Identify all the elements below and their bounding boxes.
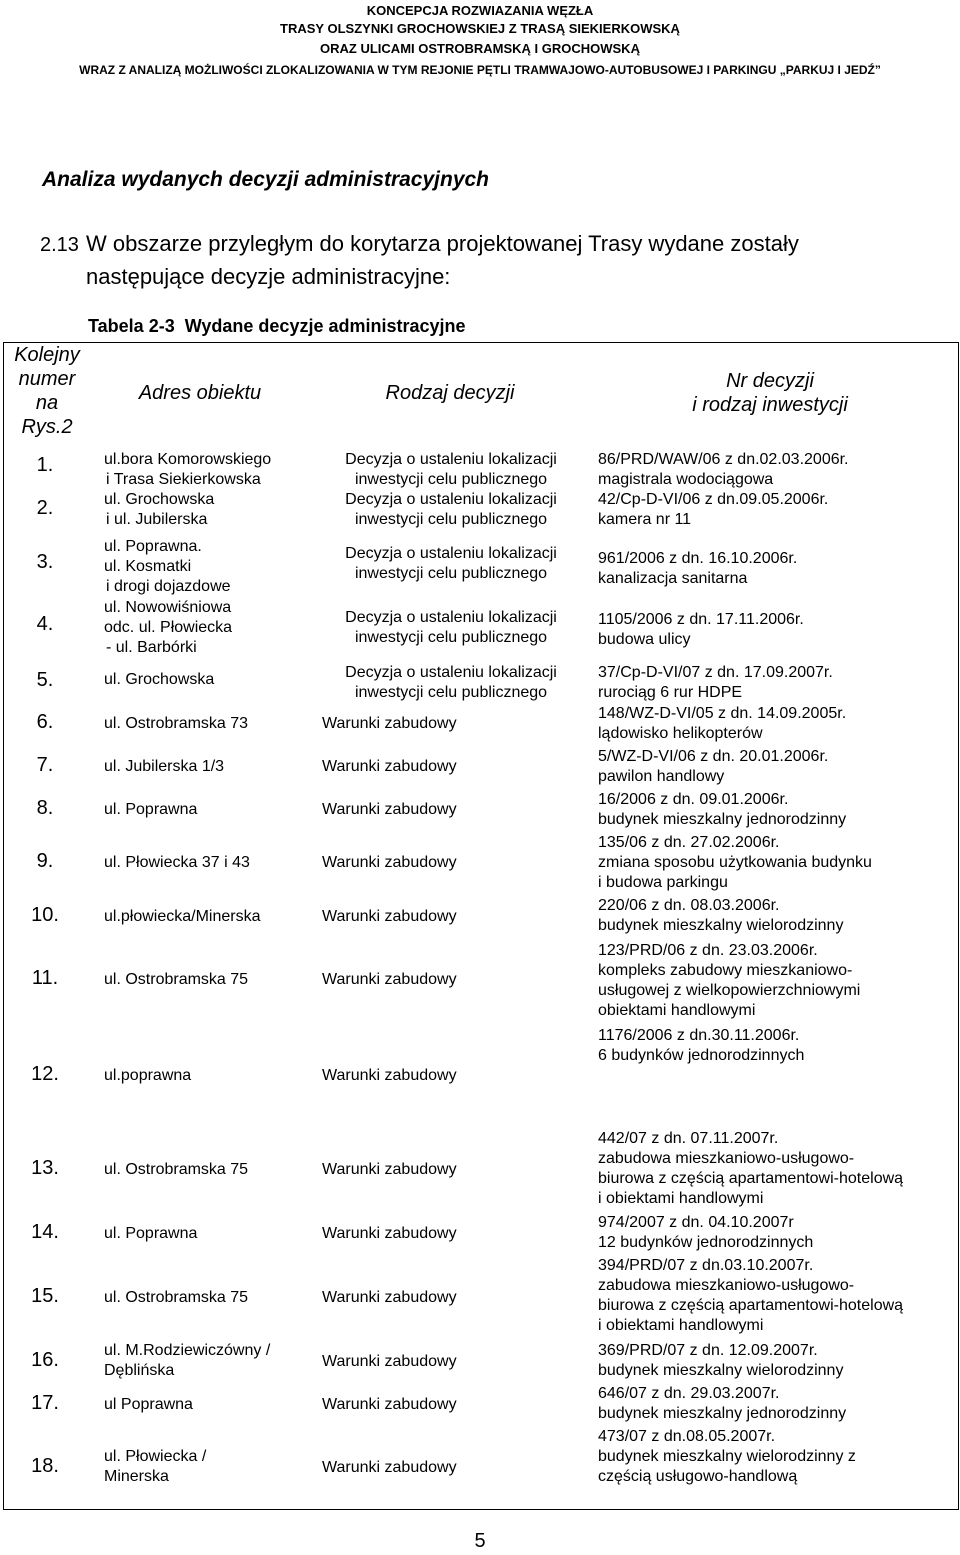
row-decision-info bbox=[598, 1256, 903, 1336]
row-decision-type-line: inwestycji celu publicznego bbox=[354, 511, 548, 528]
row-decision-info bbox=[598, 1341, 843, 1381]
row-decision-type-line: Warunki zabudowy bbox=[322, 1225, 457, 1242]
table-caption-title: Wydane decyzje administracyjne bbox=[184, 316, 466, 336]
row-number: 9. bbox=[36, 850, 54, 872]
row-decision-type-line: Warunki zabudowy bbox=[322, 715, 457, 732]
row-decision-type-line: Decyzja o ustaleniu lokalizacji bbox=[345, 609, 557, 626]
row-decision-info-line: pawilon handlowy bbox=[598, 768, 725, 785]
row-number: 13. bbox=[31, 1157, 59, 1179]
page-number: 5 bbox=[474, 1530, 486, 1552]
row-decision-info-line: 473/07 z dn.08.05.2007r. bbox=[598, 1428, 776, 1445]
row-number: 8. bbox=[36, 797, 54, 819]
row-decision-type bbox=[322, 1288, 457, 1308]
intro-paragraph bbox=[40, 228, 799, 292]
row-address bbox=[104, 670, 214, 690]
row-address-line: ul. Kosmatki bbox=[104, 558, 192, 575]
row-decision-info bbox=[598, 833, 872, 893]
row-address-line: ul.poprawna bbox=[104, 1067, 192, 1084]
row-address bbox=[104, 1160, 248, 1180]
intro-number: 2.13 bbox=[40, 234, 79, 256]
row-number: 6. bbox=[36, 711, 54, 733]
row-decision-type bbox=[322, 490, 580, 530]
row-address bbox=[104, 1224, 197, 1244]
row-address-line: ul Poprawna bbox=[104, 1396, 193, 1413]
row-decision-type-line: Warunki zabudowy bbox=[322, 1289, 457, 1306]
row-address-line: i ul. Jubilerska bbox=[106, 511, 208, 528]
row-address bbox=[104, 1447, 206, 1487]
row-address-line: ul.płowiecka/Minerska bbox=[104, 908, 261, 925]
row-address-line: ul. Poprawna bbox=[104, 801, 198, 818]
row-decision-info-line: zabudowa mieszkaniowo-usługowo- bbox=[598, 1150, 855, 1167]
row-decision-info-line: 1176/2006 z dn.30.11.2006r. bbox=[598, 1027, 800, 1044]
row-decision-info-line: 12 budynków jednorodzinnych bbox=[598, 1234, 814, 1251]
row-decision-info-line: 442/07 z dn. 07.11.2007r. bbox=[598, 1130, 779, 1147]
row-decision-type-line: Warunki zabudowy bbox=[322, 971, 457, 988]
row-decision-info-line: zabudowa mieszkaniowo-usługowo- bbox=[598, 1277, 855, 1294]
row-decision-type-line: Warunki zabudowy bbox=[322, 1067, 457, 1084]
row-decision-type bbox=[322, 1458, 457, 1478]
row-decision-info-line: i obiektami handlowymi bbox=[598, 1317, 764, 1334]
row-decision-type-line: Decyzja o ustaleniu lokalizacji bbox=[345, 664, 557, 681]
row-decision-info-line: 369/PRD/07 z dn. 12.09.2007r. bbox=[598, 1342, 818, 1359]
row-decision-type-line: Decyzja o ustaleniu lokalizacji bbox=[345, 451, 557, 468]
row-decision-info-line: budynek mieszkalny wielorodzinny z bbox=[598, 1448, 856, 1465]
row-decision-type bbox=[322, 663, 580, 703]
row-number: 1. bbox=[36, 454, 54, 476]
row-decision-info-line: kompleks zabudowy mieszkaniowo- bbox=[598, 962, 853, 979]
row-address bbox=[104, 450, 271, 490]
row-decision-info-line: i budowa parkingu bbox=[598, 874, 728, 891]
header-col-number bbox=[4, 343, 90, 439]
row-address-line: ul. Ostrobramska 75 bbox=[104, 1289, 249, 1306]
row-decision-type bbox=[322, 800, 457, 820]
row-decision-type bbox=[322, 1066, 457, 1086]
row-decision-type bbox=[322, 544, 580, 584]
row-decision-info bbox=[598, 790, 846, 830]
row-decision-info-line: 961/2006 z dn. 16.10.2006r. bbox=[598, 550, 798, 567]
row-address bbox=[104, 800, 197, 820]
row-decision-info-line: i obiektami handlowymi bbox=[598, 1190, 764, 1207]
row-decision-type bbox=[322, 907, 457, 927]
row-decision-type bbox=[322, 853, 457, 873]
row-decision-info-line: budynek mieszkalny jednorodzinny bbox=[598, 811, 847, 828]
row-decision-type-line: inwestycji celu publicznego bbox=[354, 684, 548, 701]
row-decision-info-line: biurowa z częścią apartamentowi-hotelową bbox=[598, 1170, 904, 1187]
row-decision-type-line: Warunki zabudowy bbox=[322, 908, 457, 925]
section-title: Analiza wydanych decyzji administracyjnych bbox=[42, 168, 489, 191]
row-address bbox=[104, 757, 224, 777]
row-decision-info-line: 16/2006 z dn. 09.01.2006r. bbox=[598, 791, 789, 808]
row-decision-info bbox=[598, 704, 846, 744]
header-line-2: TRASY OLSZYNKI GROCHOWSKIEJ Z TRASĄ SIEKIERKOWSKĄ bbox=[280, 21, 680, 36]
row-decision-info-line: 123/PRD/06 z dn. 23.03.2006r. bbox=[598, 942, 818, 959]
row-decision-type-line: Warunki zabudowy bbox=[322, 1459, 457, 1476]
row-decision-info bbox=[598, 549, 797, 589]
row-decision-info-line: 135/06 z dn. 27.02.2006r. bbox=[598, 834, 780, 851]
row-address-line: ul. Grochowska bbox=[104, 671, 215, 688]
row-number: 17. bbox=[31, 1392, 59, 1414]
row-decision-info bbox=[598, 896, 843, 936]
row-address-line: i Trasa Siekierkowska bbox=[106, 471, 261, 488]
row-number: 7. bbox=[36, 754, 54, 776]
row-decision-info-line: 394/PRD/07 z dn.03.10.2007r. bbox=[598, 1257, 814, 1274]
row-decision-info bbox=[598, 941, 860, 1021]
row-decision-info-line: 148/WZ-D-VI/05 z dn. 14.09.2005r. bbox=[598, 705, 847, 722]
row-decision-type-line: Decyzja o ustaleniu lokalizacji bbox=[345, 545, 557, 562]
row-number: 5. bbox=[36, 669, 54, 691]
row-number: 10. bbox=[31, 904, 59, 926]
row-decision-type bbox=[322, 757, 457, 777]
header-line-3: ORAZ ULICAMI OSTROBRAMSKĄ I GROCHOWSKĄ bbox=[320, 41, 640, 56]
row-decision-info-line: 86/PRD/WAW/06 z dn.02.03.2006r. bbox=[598, 451, 849, 468]
header-line-4: WRAZ Z ANALIZĄ MOŻLIWOŚCI ZLOKALIZOWANIA W TYM REJONIE PĘTLI TRAMWAJOWO-AUTOBUSOWEJ I PARKINGU „PARKUJ I JEDŹ” bbox=[79, 63, 881, 77]
row-decision-type-line: Warunki zabudowy bbox=[322, 1396, 457, 1413]
row-decision-info-line: kamera nr 11 bbox=[598, 511, 692, 528]
row-address-line: ul. Poprawna. bbox=[104, 538, 202, 555]
row-decision-info-line: biurowa z częścią apartamentowi-hotelową bbox=[598, 1297, 904, 1314]
row-address-line: ul. Ostrobramska 75 bbox=[104, 971, 249, 988]
row-number: 2. bbox=[36, 497, 54, 519]
row-decision-info-line: lądowisko helikopterów bbox=[598, 725, 763, 742]
row-decision-info-line: 42/Cp-D-VI/06 z dn.09.05.2006r. bbox=[598, 491, 829, 508]
row-address-line: i drogi dojazdowe bbox=[106, 578, 231, 595]
row-decision-info-line: kanalizacja sanitarna bbox=[598, 570, 748, 587]
row-decision-type bbox=[322, 714, 457, 734]
header-col-number-line: na bbox=[35, 392, 59, 414]
header-line-1: KONCEPCJA ROZWIAZANIA WĘZŁA bbox=[366, 3, 594, 18]
row-decision-type bbox=[322, 1395, 457, 1415]
row-decision-info-line: częścią usługowo-handlową bbox=[598, 1468, 798, 1485]
row-number: 14. bbox=[31, 1221, 59, 1243]
row-decision-type-line: inwestycji celu publicznego bbox=[354, 565, 548, 582]
intro-line-2: następujące decyzje administracyjne: bbox=[86, 264, 451, 289]
row-decision-info bbox=[598, 1026, 804, 1066]
row-decision-info bbox=[598, 1427, 856, 1487]
row-decision-type-line: inwestycji celu publicznego bbox=[354, 471, 548, 488]
row-decision-type-line: Warunki zabudowy bbox=[322, 854, 457, 871]
row-address bbox=[104, 598, 232, 658]
row-decision-info-line: obiektami handlowymi bbox=[598, 1002, 756, 1019]
row-address bbox=[104, 970, 248, 990]
row-decision-type bbox=[322, 1352, 457, 1372]
row-decision-info bbox=[598, 490, 828, 530]
row-address bbox=[104, 537, 231, 597]
row-number: 16. bbox=[31, 1349, 59, 1371]
row-decision-info bbox=[598, 1129, 903, 1209]
header-col-number-line: Kolejny bbox=[14, 344, 80, 366]
row-address-line: ul. Grochowska bbox=[104, 491, 215, 508]
header-col-decision-line: Nr decyzji bbox=[726, 370, 814, 392]
row-decision-info bbox=[598, 450, 849, 490]
row-decision-info-line: 6 budynków jednorodzinnych bbox=[598, 1047, 805, 1064]
row-address-line: ul. Nowowiśniowa bbox=[104, 599, 232, 616]
row-decision-info-line: rurociąg 6 rur HDPE bbox=[598, 684, 743, 701]
row-decision-info-line: zmiana sposobu użytkowania budynku bbox=[598, 854, 872, 871]
intro-line-1: W obszarze przyległym do korytarza projektowanej Trasy wydane zostały bbox=[86, 231, 799, 256]
row-decision-type bbox=[322, 1224, 457, 1244]
row-decision-info-line: 5/WZ-D-VI/06 z dn. 20.01.2006r. bbox=[598, 748, 829, 765]
row-address-line: Dęblińska bbox=[104, 1362, 175, 1379]
row-address-line: odc. ul. Płowiecka bbox=[104, 619, 233, 636]
row-address-line: ul. Jubilerska 1/3 bbox=[104, 758, 225, 775]
row-address bbox=[104, 490, 214, 530]
row-decision-info-line: magistrala wodociągowa bbox=[598, 471, 774, 488]
row-decision-info-line: budynek mieszkalny jednorodzinny bbox=[598, 1405, 847, 1422]
header-col-type: Rodzaj decyzji bbox=[385, 382, 515, 404]
row-decision-type bbox=[322, 970, 457, 990]
row-decision-info-line: 974/2007 z dn. 04.10.2007r bbox=[598, 1214, 794, 1231]
row-address bbox=[104, 907, 261, 927]
row-decision-info bbox=[598, 1384, 846, 1424]
row-decision-info bbox=[598, 1213, 813, 1253]
header-col-decision bbox=[590, 369, 950, 417]
row-address-line: ul. M.Rodziewiczówny / bbox=[104, 1342, 271, 1359]
row-decision-type-line: Decyzja o ustaleniu lokalizacji bbox=[345, 491, 557, 508]
row-address bbox=[104, 1288, 248, 1308]
row-decision-type bbox=[322, 1160, 457, 1180]
row-address bbox=[104, 714, 248, 734]
row-address bbox=[104, 1066, 191, 1086]
row-number: 12. bbox=[31, 1063, 59, 1085]
row-address-line: ul. Ostrobramska 73 bbox=[104, 715, 249, 732]
row-decision-type-line: Warunki zabudowy bbox=[322, 801, 457, 818]
header-col-number-line: numer bbox=[18, 368, 76, 390]
row-address-line: ul.bora Komorowskiego bbox=[104, 451, 272, 468]
row-decision-type-line: inwestycji celu publicznego bbox=[354, 629, 548, 646]
row-decision-type bbox=[322, 608, 580, 648]
row-number: 15. bbox=[31, 1285, 59, 1307]
row-number: 11. bbox=[31, 967, 59, 989]
row-decision-info-line: budynek mieszkalny wielorodzinny bbox=[598, 917, 844, 934]
row-decision-info bbox=[598, 747, 828, 787]
row-decision-info bbox=[598, 663, 833, 703]
row-number: 3. bbox=[36, 551, 54, 573]
table-caption bbox=[88, 316, 466, 337]
row-address-line: ul. Poprawna bbox=[104, 1225, 198, 1242]
row-address-line: - ul. Barbórki bbox=[106, 639, 197, 656]
row-decision-info-line: 1105/2006 z dn. 17.11.2006r. bbox=[598, 611, 804, 628]
row-decision-info-line: budynek mieszkalny wielorodzinny bbox=[598, 1362, 844, 1379]
row-decision-type-line: Warunki zabudowy bbox=[322, 1353, 457, 1370]
row-decision-type-line: Warunki zabudowy bbox=[322, 1161, 457, 1178]
row-decision-info-line: 220/06 z dn. 08.03.2006r. bbox=[598, 897, 780, 914]
row-address-line: ul. Płowiecka / bbox=[104, 1448, 207, 1465]
header-col-address: Adres obiektu bbox=[138, 382, 262, 404]
row-decision-info-line: usługowej z wielkopowierzchniowymi bbox=[598, 982, 861, 999]
table-caption-label: Tabela 2-3 bbox=[88, 316, 175, 336]
header-col-decision-line: i rodzaj inwestycji bbox=[692, 394, 848, 416]
row-number: 4. bbox=[36, 613, 54, 635]
row-number: 18. bbox=[31, 1455, 59, 1477]
row-address bbox=[104, 1341, 270, 1381]
row-address-line: ul. Ostrobramska 75 bbox=[104, 1161, 249, 1178]
row-decision-type bbox=[322, 450, 580, 490]
row-decision-info bbox=[598, 610, 804, 650]
row-decision-info-line: 37/Cp-D-VI/07 z dn. 17.09.2007r. bbox=[598, 664, 833, 681]
row-decision-type-line: Warunki zabudowy bbox=[322, 758, 457, 775]
row-decision-info-line: budowa ulicy bbox=[598, 631, 691, 648]
header-col-number-line: Rys.2 bbox=[21, 416, 73, 438]
row-address bbox=[104, 1395, 193, 1415]
row-address bbox=[104, 853, 250, 873]
row-address-line: Minerska bbox=[104, 1468, 169, 1485]
row-address-line: ul. Płowiecka 37 i 43 bbox=[104, 854, 250, 871]
row-decision-info-line: 646/07 z dn. 29.03.2007r. bbox=[598, 1385, 780, 1402]
